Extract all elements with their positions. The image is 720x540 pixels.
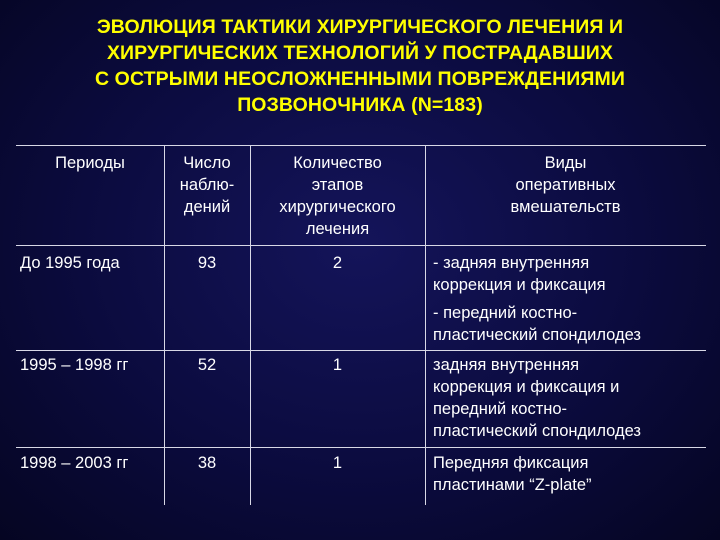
table-rule bbox=[16, 145, 706, 146]
row-count: 38 bbox=[197, 454, 217, 472]
title-line: ПОЗВОНОЧНИКА (N=183) bbox=[237, 94, 483, 116]
row-stages: 1 bbox=[332, 454, 343, 472]
row-count: 52 bbox=[197, 356, 217, 374]
header-periods bbox=[16, 152, 164, 174]
row-period: До 1995 года bbox=[20, 254, 120, 272]
header-stages bbox=[250, 152, 425, 240]
row-types bbox=[433, 452, 703, 496]
row-period: 1995 – 1998 гг bbox=[20, 356, 129, 374]
row-types-line: коррекция и фиксация и bbox=[433, 378, 620, 396]
header-types-line: вмешательств bbox=[510, 198, 621, 216]
table-rule bbox=[16, 245, 706, 246]
row-types-line: коррекция и фиксация bbox=[433, 276, 606, 294]
row-types-line: пластический спондилодез bbox=[433, 326, 641, 344]
row-types bbox=[433, 252, 703, 346]
header-periods-line: Периоды bbox=[55, 154, 125, 172]
header-count bbox=[164, 152, 250, 218]
row-types-line: - передний костно- bbox=[433, 304, 578, 322]
row-types-line: Передняя фиксация bbox=[433, 454, 589, 472]
header-types-line: оперативных bbox=[515, 176, 616, 194]
title-line: С ОСТРЫМИ НЕОСЛОЖНЕННЫМИ ПОВРЕЖДЕНИЯМИ bbox=[94, 68, 625, 90]
table-rule bbox=[16, 350, 706, 351]
header-stages-line: лечения bbox=[305, 220, 370, 238]
row-types-line: пластический спондилодез bbox=[433, 422, 641, 440]
title-line: ХИРУРГИЧЕСКИХ ТЕХНОЛОГИЙ У ПОСТРАДАВШИХ bbox=[106, 42, 614, 64]
row-stages: 1 bbox=[332, 356, 343, 374]
header-stages-line: хирургического bbox=[279, 198, 396, 216]
row-types-line: - задняя внутренняя bbox=[433, 254, 590, 272]
header-stages-line: Количество bbox=[293, 154, 382, 172]
table-rule bbox=[16, 447, 706, 448]
header-count-line: Число bbox=[183, 154, 231, 172]
row-types-line: задняя внутренняя bbox=[433, 356, 580, 374]
row-types-line: передний костно- bbox=[433, 400, 568, 418]
header-types bbox=[425, 152, 706, 218]
row-period: 1998 – 2003 гг bbox=[20, 454, 129, 472]
header-stages-line: этапов bbox=[311, 176, 364, 194]
header-count-line: наблю- bbox=[179, 176, 235, 194]
title-line: ЭВОЛЮЦИЯ ТАКТИКИ ХИРУРГИЧЕСКОГО ЛЕЧЕНИЯ И bbox=[96, 16, 624, 38]
header-count-line: дений bbox=[183, 198, 231, 216]
row-count: 93 bbox=[197, 254, 217, 272]
row-types bbox=[433, 354, 703, 442]
row-stages: 2 bbox=[332, 254, 343, 272]
header-types-line: Виды bbox=[544, 154, 587, 172]
row-types-line: пластинами “Z-plate” bbox=[433, 476, 592, 494]
